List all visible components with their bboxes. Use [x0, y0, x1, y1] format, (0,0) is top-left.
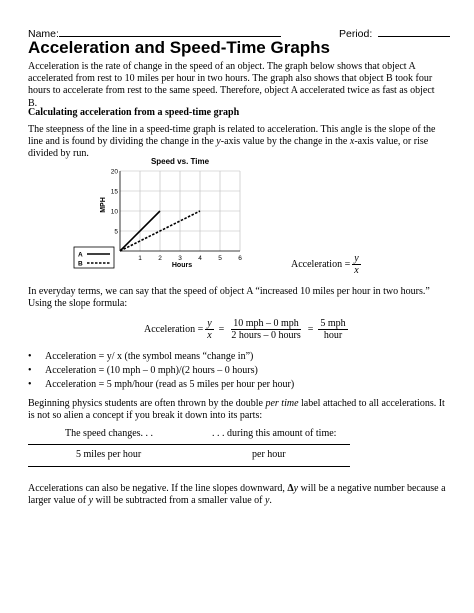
table-right-value: per hour	[252, 449, 286, 460]
section-heading: Calculating acceleration from a speed-time graph	[28, 107, 240, 118]
negative-y2: y	[88, 495, 94, 507]
bullet-text-1: Acceleration = y/ x (the symbol means “change in”)	[45, 351, 254, 362]
x-tick-label: 1	[138, 255, 142, 262]
bullet-dot: •	[28, 351, 32, 362]
period-field	[339, 26, 450, 40]
table-left-head: The speed changes. . .	[65, 428, 154, 439]
x-tick-label: 4	[198, 255, 202, 262]
formula-fraction-2	[229, 318, 302, 341]
speed-time-chart	[70, 153, 250, 270]
bullet-dot: •	[28, 379, 32, 390]
y-tick-label: 20	[110, 168, 118, 176]
formula-f2-num: 10 mph – 0 mph	[233, 318, 299, 329]
chart-ylabel: MPH	[100, 197, 107, 213]
formula-f2-den: 2 hours – 0 hours	[231, 330, 301, 341]
bullet-dot: •	[28, 365, 32, 376]
graph-formula-fraction	[352, 253, 360, 276]
chart-ticks	[111, 169, 242, 263]
negative-paragraph	[28, 483, 446, 507]
y-tick-label: 10	[110, 208, 118, 216]
bullet-text-2: Acceleration = (10 mph – 0 mph)/(2 hours – 0 hours)	[45, 365, 258, 376]
formula-f3-num: 5 mph	[320, 318, 346, 329]
slope-text-3: -axis value, or rise divided by run.	[28, 136, 429, 160]
table-rule-bottom	[28, 466, 350, 467]
bullet-item	[28, 351, 254, 362]
formula-equals-1: =	[218, 324, 225, 335]
negative-text-4: .	[269, 495, 272, 507]
bullet-item	[28, 365, 258, 376]
slope-y: y	[216, 136, 221, 148]
beginning-italic: per time	[265, 398, 299, 409]
formula-fraction-1	[205, 318, 213, 341]
formula-f3-den: hour	[323, 330, 343, 341]
main-formula	[144, 318, 350, 341]
x-tick-label: 6	[238, 255, 242, 262]
x-tick-label: 3	[178, 255, 182, 262]
beginning-text-1: Beginning physics students are often thrown by the double	[28, 398, 266, 409]
graph-formula-num: y	[354, 253, 359, 264]
beginning-paragraph	[28, 398, 446, 422]
table-rule-top	[28, 444, 350, 445]
formula-f1-den: x	[207, 330, 212, 341]
formula-fraction-3	[318, 318, 347, 341]
chart-legend	[74, 247, 114, 268]
beginning-text-2: label attached to all accelerations. It is not so alien a concept if you break it down into its parts:	[28, 398, 445, 422]
x-tick-label: 2	[158, 255, 162, 262]
negative-y: y	[293, 483, 299, 494]
negative-text-3: will be subtracted from a smaller value of	[93, 495, 265, 507]
x-tick-label: 5	[218, 255, 222, 262]
y-tick-label: 15	[110, 188, 118, 196]
slope-text-1: The steepness of the line in a speed-time graph is related to acceleration. This angle is the slope of the line and is found by dividing the change in the	[28, 124, 436, 148]
graph-formula-den: x	[354, 265, 359, 276]
formula-f1-num: y	[207, 318, 212, 329]
graph-formula	[291, 253, 363, 276]
chart-xlabel: Hours	[171, 262, 193, 269]
chart-title: Speed vs. Time	[150, 157, 210, 166]
negative-text-1: Accelerations can also be negative. If the line slopes downward,	[28, 483, 288, 494]
y-tick-label: 5	[114, 228, 118, 236]
page-title: Acceleration and Speed-Time Graphs	[28, 38, 330, 57]
table-left-value: 5 miles per hour	[76, 449, 142, 460]
slope-text-2: -axis value by the change in the	[220, 136, 350, 148]
graph-formula-label: Acceleration =	[291, 259, 351, 270]
name-blank	[59, 26, 281, 37]
chart-grid	[120, 171, 240, 251]
negative-y3: y	[264, 495, 270, 507]
period-label: Period:	[339, 28, 373, 40]
everyday-paragraph: In everyday terms, we can say that the speed of object A “increased 10 miles per hour in two hours.” Using the slope formula:	[28, 286, 430, 310]
legend-label-a: A	[78, 251, 83, 259]
table-right-head: . . . during this amount of time:	[212, 428, 337, 439]
intro-paragraph: Acceleration is the rate of change in the speed of an object. The graph below shows that object A accelerated from rest to 10 miles per hour in two hours. The graph also shows that object B took four hours to accelerate from rest to the same speed. Therefore, object A accelerated twice as fast as object B.	[28, 61, 435, 109]
main-formula-label: Acceleration =	[144, 324, 204, 335]
legend-label-b: B	[78, 260, 83, 268]
bullet-item	[28, 379, 295, 390]
delta-symbol: Δ	[287, 483, 294, 494]
negative-text-2: will be a negative number because a larger value of	[28, 483, 446, 507]
period-blank	[378, 26, 450, 37]
name-label: Name:	[28, 28, 59, 40]
formula-equals-2: =	[307, 324, 314, 335]
bullet-text-3: Acceleration = 5 mph/hour (read as 5 miles per hour per hour)	[45, 379, 295, 390]
slope-x: x	[349, 136, 355, 148]
